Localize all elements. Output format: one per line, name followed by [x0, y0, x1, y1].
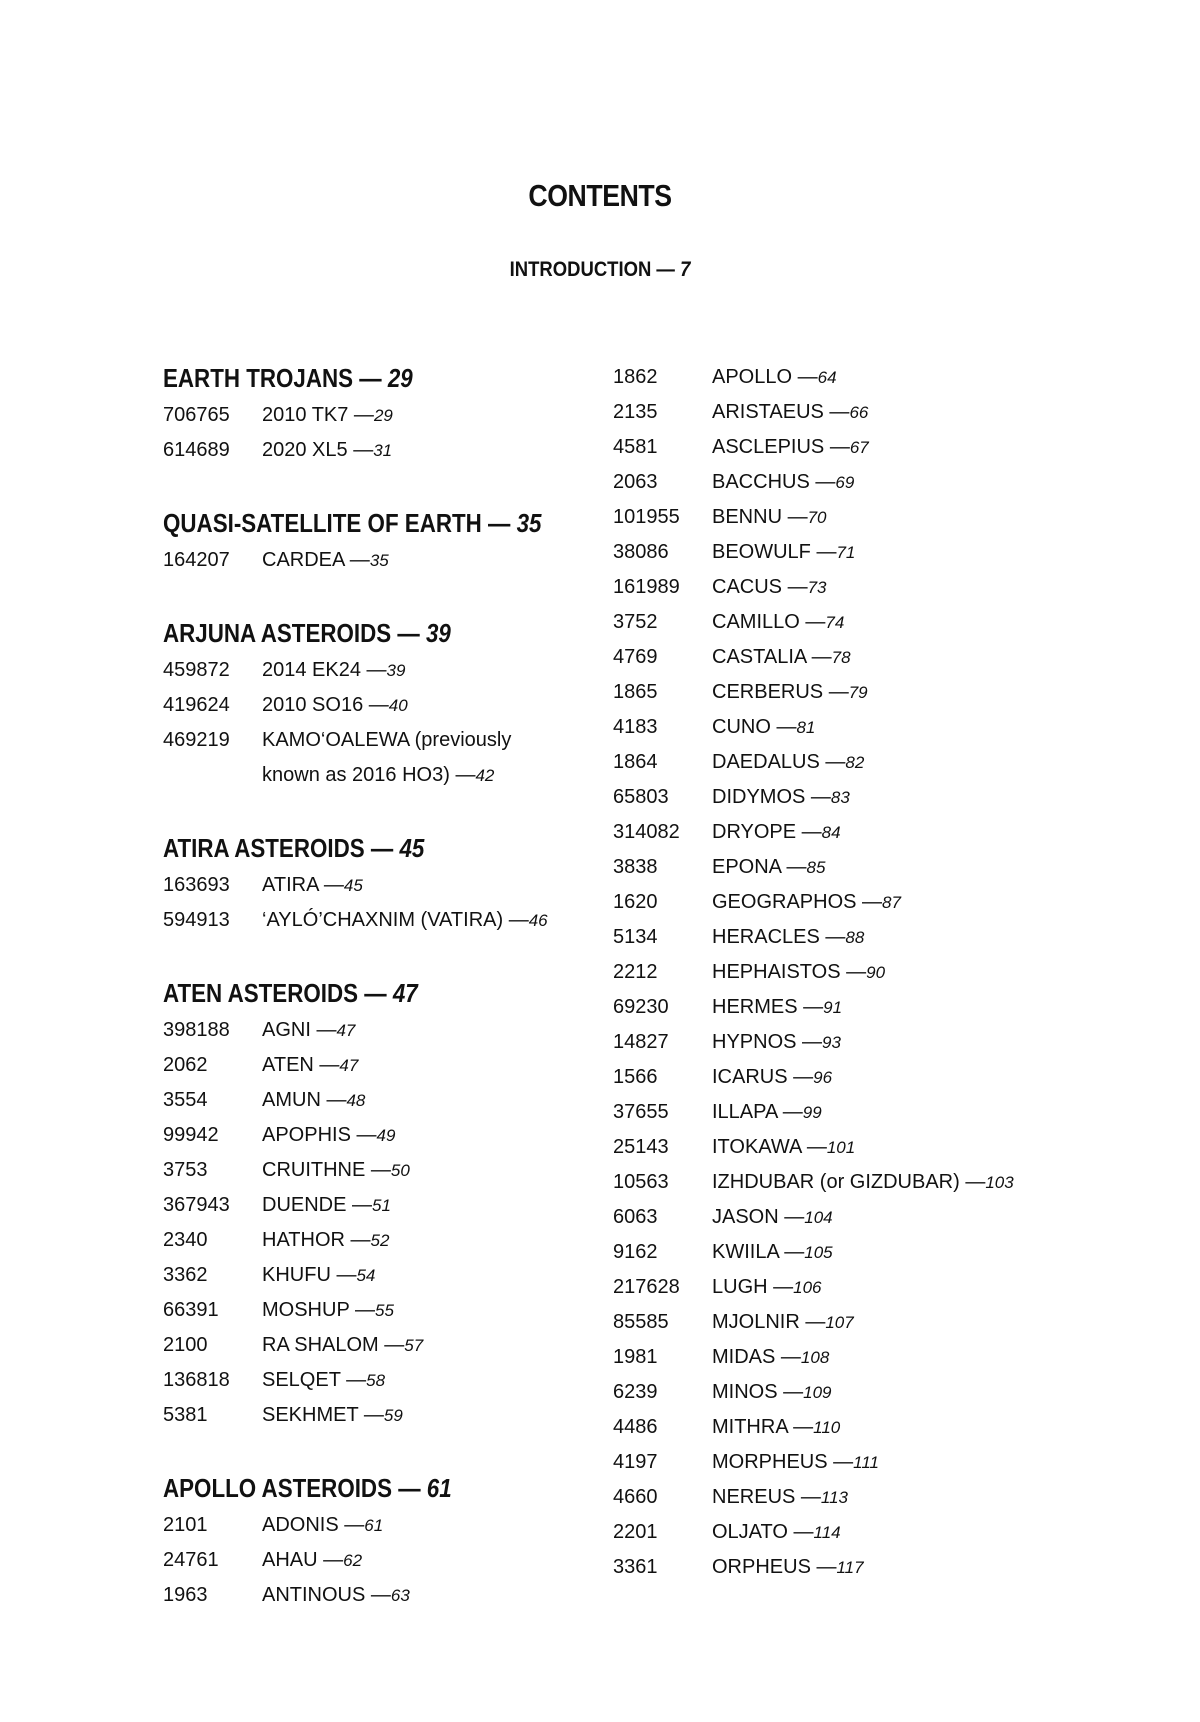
toc-entry[interactable] — [163, 433, 603, 468]
asteroid-name: CACUS — — [712, 576, 808, 598]
asteroid-name: 2010 TK7 — — [262, 404, 374, 426]
toc-entry[interactable] — [163, 398, 603, 433]
toc-entry[interactable] — [163, 653, 603, 688]
asteroid-name: MJOLNIR — — [712, 1311, 826, 1333]
toc-entry[interactable] — [613, 465, 1083, 500]
asteroid-name: EPONA — — [712, 856, 807, 878]
introduction-page: 7 — [680, 258, 691, 281]
page-number: 40 — [388, 696, 408, 715]
section-heading[interactable] — [163, 973, 541, 1013]
toc-entry[interactable] — [613, 605, 1083, 640]
toc-entry[interactable] — [613, 920, 1083, 955]
page-number: 49 — [376, 1126, 396, 1145]
asteroid-name: ILLAPA — — [712, 1101, 803, 1123]
asteroid-number: 469219 — [163, 729, 230, 751]
asteroid-name: IZHDUBAR (or GIZDUBAR) — — [712, 1171, 986, 1193]
asteroid-number: 5134 — [613, 926, 658, 948]
toc-entry[interactable] — [613, 1165, 1083, 1200]
page-number: 84 — [821, 823, 841, 842]
page-number: 79 — [848, 683, 868, 702]
toc-entry[interactable] — [163, 1508, 603, 1543]
toc-entry[interactable] — [613, 1445, 1083, 1480]
page-number: 64 — [817, 368, 837, 387]
asteroid-name: DRYOPE — — [712, 821, 822, 843]
page-number: 50 — [390, 1161, 410, 1180]
section-heading-label: APOLLO ASTEROIDS — — [163, 1473, 421, 1503]
asteroid-number: 5381 — [163, 1404, 208, 1426]
asteroid-number: 4769 — [613, 646, 658, 668]
toc-entry[interactable] — [613, 1095, 1083, 1130]
toc-entry[interactable] — [613, 710, 1083, 745]
page-number: 107 — [825, 1313, 854, 1332]
toc-entry[interactable] — [613, 1200, 1083, 1235]
section-heading-page: 39 — [425, 618, 451, 648]
asteroid-name: KHUFU — — [262, 1264, 357, 1286]
page-number: 35 — [369, 551, 389, 570]
toc-entry[interactable] — [613, 1550, 1083, 1585]
page-number: 110 — [813, 1418, 841, 1437]
asteroid-number: 163693 — [163, 874, 230, 896]
asteroid-number: 4183 — [613, 716, 658, 738]
page-number: 39 — [386, 661, 406, 680]
toc-entry[interactable] — [163, 1083, 603, 1118]
asteroid-number: 2135 — [613, 401, 658, 423]
asteroid-name: ICARUS — — [712, 1066, 814, 1088]
toc-entry[interactable] — [613, 1340, 1083, 1375]
asteroid-number: 99942 — [163, 1124, 219, 1146]
toc-entry[interactable] — [613, 1515, 1083, 1550]
asteroid-number: 136818 — [163, 1369, 230, 1391]
page-number: 109 — [803, 1383, 832, 1402]
asteroid-name: HYPNOS — — [712, 1031, 823, 1053]
asteroid-number: 69230 — [613, 996, 669, 1018]
asteroid-number: 1864 — [613, 751, 658, 773]
asteroid-number: 2100 — [163, 1334, 208, 1356]
asteroid-number: 10563 — [613, 1171, 669, 1193]
asteroid-number: 1963 — [163, 1584, 208, 1606]
asteroid-number: 6063 — [613, 1206, 658, 1228]
asteroid-number: 9162 — [613, 1241, 658, 1263]
page-number: 59 — [383, 1406, 403, 1425]
toc-section — [163, 1468, 603, 1613]
section-heading[interactable] — [163, 613, 541, 653]
asteroid-name: CERBERUS — — [712, 681, 849, 703]
asteroid-number: 398188 — [163, 1019, 230, 1041]
section-heading-page: 45 — [399, 833, 425, 863]
page-number: 78 — [831, 648, 851, 667]
asteroid-name: DIDYMOS — — [712, 786, 831, 808]
page-number: 57 — [404, 1336, 424, 1355]
asteroid-number: 6239 — [613, 1381, 658, 1403]
toc-entry[interactable] — [163, 758, 603, 793]
toc-entry[interactable] — [613, 570, 1083, 605]
page-number: 29 — [373, 406, 393, 425]
asteroid-name: MORPHEUS — — [712, 1451, 854, 1473]
asteroid-name: known as 2016 HO3) — — [262, 764, 476, 786]
asteroid-name: AGNI — — [262, 1019, 337, 1041]
asteroid-name: MITHRA — — [712, 1416, 814, 1438]
asteroid-name: BENNU — — [712, 506, 808, 528]
toc-entry[interactable] — [613, 675, 1083, 710]
asteroid-number: 3362 — [163, 1264, 208, 1286]
toc-entry[interactable] — [613, 885, 1083, 920]
asteroid-number: 1865 — [613, 681, 658, 703]
asteroid-number: 614689 — [163, 439, 230, 461]
page-number: 104 — [804, 1208, 833, 1227]
asteroid-name: ASCLEPIUS — — [712, 436, 850, 458]
page-number: 74 — [825, 613, 845, 632]
introduction-entry[interactable] — [72, 258, 1128, 282]
asteroid-name: CASTALIA — — [712, 646, 832, 668]
asteroid-number: 24761 — [163, 1549, 219, 1571]
asteroid-name: HATHOR — — [262, 1229, 371, 1251]
asteroid-name: DUENDE — — [262, 1194, 373, 1216]
section-heading-label: QUASI-SATELLITE OF EARTH — — [163, 508, 511, 538]
section-heading-page: 29 — [387, 363, 413, 393]
toc-entry[interactable] — [613, 815, 1083, 850]
toc-entry[interactable] — [163, 868, 603, 903]
asteroid-name: 2020 XL5 — — [262, 439, 374, 461]
page-number: 88 — [845, 928, 865, 947]
asteroid-number: 66391 — [163, 1299, 219, 1321]
asteroid-name: NEREUS — — [712, 1486, 821, 1508]
page-number: 103 — [985, 1173, 1014, 1192]
toc-entry[interactable] — [613, 1025, 1083, 1060]
asteroid-number: 25143 — [613, 1136, 669, 1158]
asteroid-name: APOLLO — — [712, 366, 818, 388]
toc-entry[interactable] — [163, 1293, 603, 1328]
asteroid-number: 2063 — [613, 471, 658, 493]
page-number: 117 — [836, 1558, 864, 1577]
asteroid-number: 65803 — [613, 786, 669, 808]
page-number: 81 — [796, 718, 816, 737]
asteroid-number: 706765 — [163, 404, 230, 426]
toc-entry[interactable] — [163, 1048, 603, 1083]
asteroid-number: 4486 — [613, 1416, 658, 1438]
section-heading-label: ATEN ASTEROIDS — — [163, 978, 387, 1008]
toc-entry[interactable] — [613, 430, 1083, 465]
toc-entry[interactable] — [613, 1270, 1083, 1305]
asteroid-name: SEKHMET — — [262, 1404, 384, 1426]
page-number: 51 — [372, 1196, 391, 1215]
toc-entry[interactable] — [163, 1118, 603, 1153]
asteroid-number: 2212 — [613, 961, 658, 983]
asteroid-number: 367943 — [163, 1194, 230, 1216]
page-number: 52 — [370, 1231, 390, 1250]
toc-entry[interactable] — [163, 723, 603, 758]
page-number: 45 — [343, 876, 363, 895]
section-heading[interactable] — [163, 503, 541, 543]
toc-entry[interactable] — [613, 955, 1083, 990]
toc-entry[interactable] — [163, 1543, 603, 1578]
page-number: 71 — [836, 543, 856, 562]
toc-section — [163, 828, 603, 938]
asteroid-number: 1620 — [613, 891, 658, 913]
page-number: 47 — [339, 1056, 359, 1075]
asteroid-name: CUNO — — [712, 716, 797, 738]
asteroid-name: ARISTAEUS — — [712, 401, 850, 423]
page-number: 101 — [826, 1138, 856, 1157]
page-number: 48 — [346, 1091, 366, 1110]
page-number: 111 — [853, 1453, 879, 1472]
page-number: 114 — [813, 1523, 841, 1542]
asteroid-number: 1981 — [613, 1346, 658, 1368]
toc-entry[interactable] — [163, 1363, 603, 1398]
toc-entry[interactable] — [163, 1578, 603, 1613]
asteroid-name: ATEN — — [262, 1054, 340, 1076]
asteroid-number: 161989 — [613, 576, 680, 598]
asteroid-name: ADONIS — — [262, 1514, 365, 1536]
section-spacer — [163, 468, 603, 503]
asteroid-name: AHAU — — [262, 1549, 344, 1571]
toc-entry[interactable] — [613, 640, 1083, 675]
page-number: 31 — [373, 441, 393, 460]
asteroid-name: ITOKAWA — — [712, 1136, 827, 1158]
page-number: 47 — [336, 1021, 356, 1040]
toc-entry[interactable] — [613, 1130, 1083, 1165]
toc-entry[interactable] — [163, 1258, 603, 1293]
toc-entry[interactable] — [613, 780, 1083, 815]
toc-entry[interactable] — [613, 850, 1083, 885]
contents-left-column — [163, 358, 603, 1613]
toc-entry[interactable] — [613, 500, 1083, 535]
page-number: 105 — [804, 1243, 833, 1262]
asteroid-number: 38086 — [613, 541, 669, 563]
asteroid-name: BEOWULF — — [712, 541, 837, 563]
section-heading-label: ARJUNA ASTEROIDS — — [163, 618, 420, 648]
toc-entry[interactable] — [613, 1410, 1083, 1445]
page-number: 85 — [806, 858, 826, 877]
section-spacer — [163, 793, 603, 828]
page-number: 106 — [793, 1278, 822, 1297]
asteroid-name: MOSHUP — — [262, 1299, 375, 1321]
toc-section — [163, 503, 603, 578]
asteroid-name: ‘AYLÓ’CHAXNIM (VATIRA) — — [262, 909, 529, 931]
asteroid-number: 2062 — [163, 1054, 208, 1076]
toc-entry[interactable] — [613, 1235, 1083, 1270]
toc-section — [163, 613, 603, 793]
toc-entry[interactable] — [613, 1305, 1083, 1340]
asteroid-number: 4660 — [613, 1486, 658, 1508]
toc-entry[interactable] — [163, 543, 603, 578]
page-number: 108 — [800, 1348, 830, 1367]
page-number: 73 — [807, 578, 827, 597]
asteroid-name: HERACLES — — [712, 926, 846, 948]
asteroid-name: KAMO‘OALEWA (previously — [262, 729, 512, 751]
page-number: 67 — [849, 438, 869, 457]
page-number: 63 — [390, 1586, 410, 1605]
section-heading-page: 47 — [392, 978, 418, 1008]
asteroid-number: 419624 — [163, 694, 230, 716]
section-heading-page: 61 — [426, 1473, 452, 1503]
asteroid-name: MINOS — — [712, 1381, 804, 1403]
toc-entry[interactable] — [163, 903, 603, 938]
asteroid-number: 4581 — [613, 436, 658, 458]
asteroid-number: 2340 — [163, 1229, 208, 1251]
asteroid-name: CAMILLO — — [712, 611, 826, 633]
toc-entry[interactable] — [613, 745, 1083, 780]
page-number: 66 — [849, 403, 869, 422]
toc-section — [163, 973, 603, 1433]
asteroid-name: CRUITHNE — — [262, 1159, 391, 1181]
toc-entry[interactable] — [163, 1328, 603, 1363]
asteroid-number: 314082 — [613, 821, 680, 843]
asteroid-name: MIDAS — — [712, 1346, 801, 1368]
asteroid-number: 459872 — [163, 659, 230, 681]
toc-entry[interactable] — [163, 1188, 603, 1223]
toc-entry[interactable] — [163, 1398, 603, 1433]
page-number: 55 — [374, 1301, 394, 1320]
page-number: 46 — [528, 911, 548, 930]
page-number: 91 — [823, 998, 843, 1017]
asteroid-number: 3361 — [613, 1556, 658, 1578]
asteroid-name: CARDEA — — [262, 549, 370, 571]
asteroid-name: JASON — — [712, 1206, 805, 1228]
section-heading[interactable] — [163, 358, 541, 398]
toc-entry[interactable] — [163, 1013, 603, 1048]
asteroid-number: 37655 — [613, 1101, 669, 1123]
toc-entry[interactable] — [613, 360, 1083, 395]
asteroid-number: 3753 — [163, 1159, 208, 1181]
asteroid-name: 2010 SO16 — — [262, 694, 389, 716]
asteroid-name: BACCHUS — — [712, 471, 836, 493]
asteroid-number: 14827 — [613, 1031, 669, 1053]
asteroid-name: DAEDALUS — — [712, 751, 846, 773]
section-heading[interactable] — [163, 1468, 541, 1508]
toc-entry[interactable] — [613, 1480, 1083, 1515]
contents-right-column — [613, 358, 1083, 1585]
page-number: 82 — [845, 753, 865, 772]
page-number: 93 — [822, 1033, 841, 1052]
page-number: 99 — [802, 1103, 822, 1122]
asteroid-name: RA SHALOM — — [262, 1334, 405, 1356]
page-number: 96 — [813, 1068, 833, 1087]
asteroid-number: 2201 — [613, 1521, 658, 1543]
asteroid-name: LUGH — — [712, 1276, 794, 1298]
asteroid-name: ATIRA — — [262, 874, 344, 896]
section-spacer — [163, 578, 603, 613]
asteroid-number: 2101 — [163, 1514, 208, 1536]
asteroid-name: ORPHEUS — — [712, 1556, 837, 1578]
section-heading-label: EARTH TROJANS — — [163, 363, 382, 393]
section-spacer — [163, 1433, 603, 1468]
toc-entry[interactable] — [613, 535, 1083, 570]
page-number: 54 — [356, 1266, 376, 1285]
page-number: 69 — [835, 473, 855, 492]
page-number: 113 — [820, 1488, 849, 1507]
asteroid-name: GEOGRAPHOS — — [712, 891, 883, 913]
page-number: 62 — [343, 1551, 363, 1570]
toc-entry[interactable] — [613, 395, 1083, 430]
asteroid-number: 1566 — [613, 1066, 658, 1088]
page-number: 58 — [366, 1371, 386, 1390]
introduction-label: INTRODUCTION — — [509, 258, 675, 281]
asteroid-number: 217628 — [613, 1276, 680, 1298]
asteroid-name: OLJATO — — [712, 1521, 814, 1543]
toc-entry[interactable] — [163, 1223, 603, 1258]
asteroid-name: 2014 EK24 — — [262, 659, 387, 681]
section-spacer — [163, 938, 603, 973]
section-heading-page: 35 — [516, 508, 542, 538]
asteroid-number: 3752 — [613, 611, 658, 633]
asteroid-name: HEPHAISTOS — — [712, 961, 867, 983]
asteroid-number: 3838 — [613, 856, 658, 878]
asteroid-number: 1862 — [613, 366, 658, 388]
asteroid-number: 85585 — [613, 1311, 669, 1333]
asteroid-number: 594913 — [163, 909, 230, 931]
asteroid-number: 3554 — [163, 1089, 208, 1111]
asteroid-name: AMUN — — [262, 1089, 347, 1111]
page-title: CONTENTS — [528, 178, 672, 213]
toc-section — [163, 358, 603, 468]
toc-entry[interactable] — [613, 1375, 1083, 1410]
page-number: 70 — [807, 508, 827, 527]
page-number: 42 — [475, 766, 495, 785]
section-heading[interactable] — [163, 828, 541, 868]
toc-entry[interactable] — [163, 1153, 603, 1188]
asteroid-name: APOPHIS — — [262, 1124, 377, 1146]
toc-entry[interactable] — [613, 1060, 1083, 1095]
toc-entry[interactable] — [613, 990, 1083, 1025]
page-number: 83 — [830, 788, 850, 807]
asteroid-name: ANTINOUS — — [262, 1584, 391, 1606]
asteroid-number: 4197 — [613, 1451, 658, 1473]
page-number: 87 — [882, 893, 901, 912]
asteroid-name: SELQET — — [262, 1369, 367, 1391]
toc-entry[interactable] — [163, 688, 603, 723]
page-number: 90 — [866, 963, 886, 982]
asteroid-number: 164207 — [163, 549, 230, 571]
page-number: 61 — [364, 1516, 384, 1535]
section-heading-label: ATIRA ASTEROIDS — — [163, 833, 394, 863]
asteroid-number: 101955 — [613, 506, 680, 528]
asteroid-name: HERMES — — [712, 996, 824, 1018]
asteroid-name: KWIILA — — [712, 1241, 805, 1263]
